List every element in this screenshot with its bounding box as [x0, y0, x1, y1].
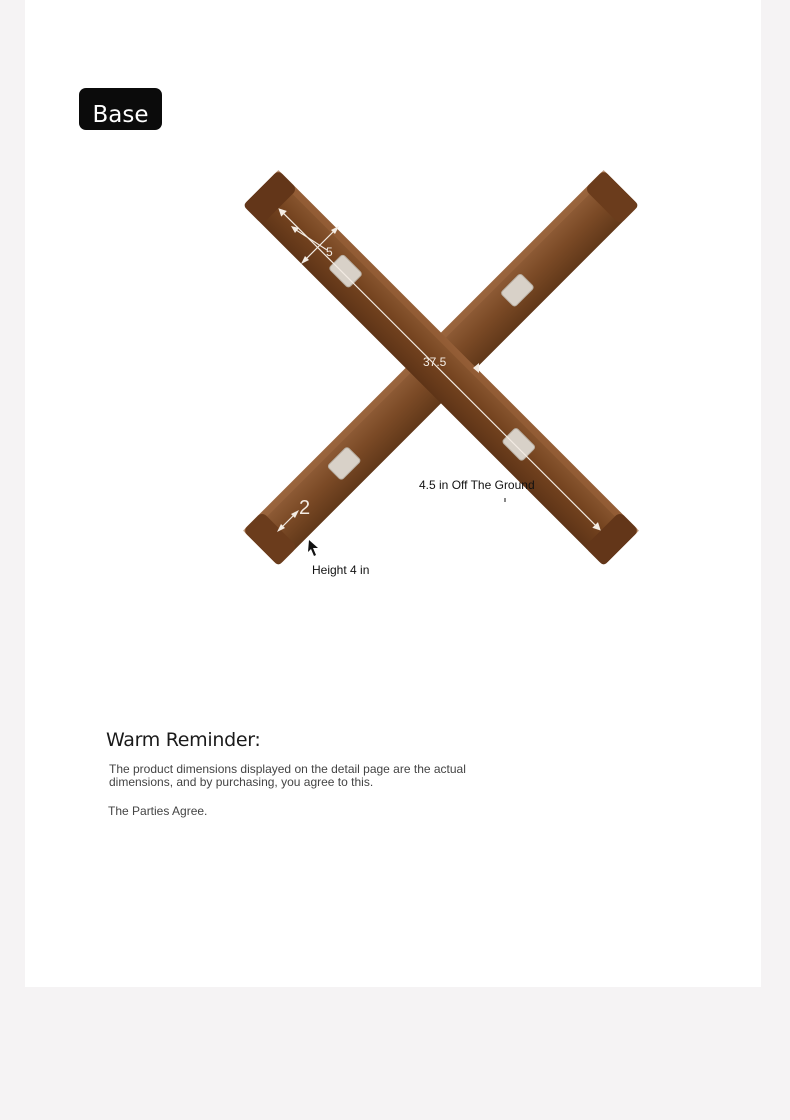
section-badge-base: [79, 88, 162, 130]
product-detail-card: [25, 0, 761, 987]
warm-reminder-text: The product dimensions displayed on the detail page are the actual dimensions, and by purchasing, you agree to this.: [109, 762, 466, 789]
end-size-label: 2: [299, 497, 311, 519]
length-label: 37.5: [423, 355, 447, 369]
cross-base-illustration: [215, 170, 645, 590]
warm-reminder-title: Warm Reminder:: [106, 729, 261, 751]
parties-agree-text: The Parties Agree.: [108, 804, 208, 818]
width-label: 5: [326, 245, 333, 259]
height-label: Height 4 in: [312, 563, 370, 577]
height-pointer-icon: [308, 540, 318, 556]
ground-clearance-label: 4.5 in Off The Ground: [419, 478, 535, 492]
base-dimension-diagram: [215, 170, 645, 590]
section-badge-label: Base: [92, 102, 149, 128]
